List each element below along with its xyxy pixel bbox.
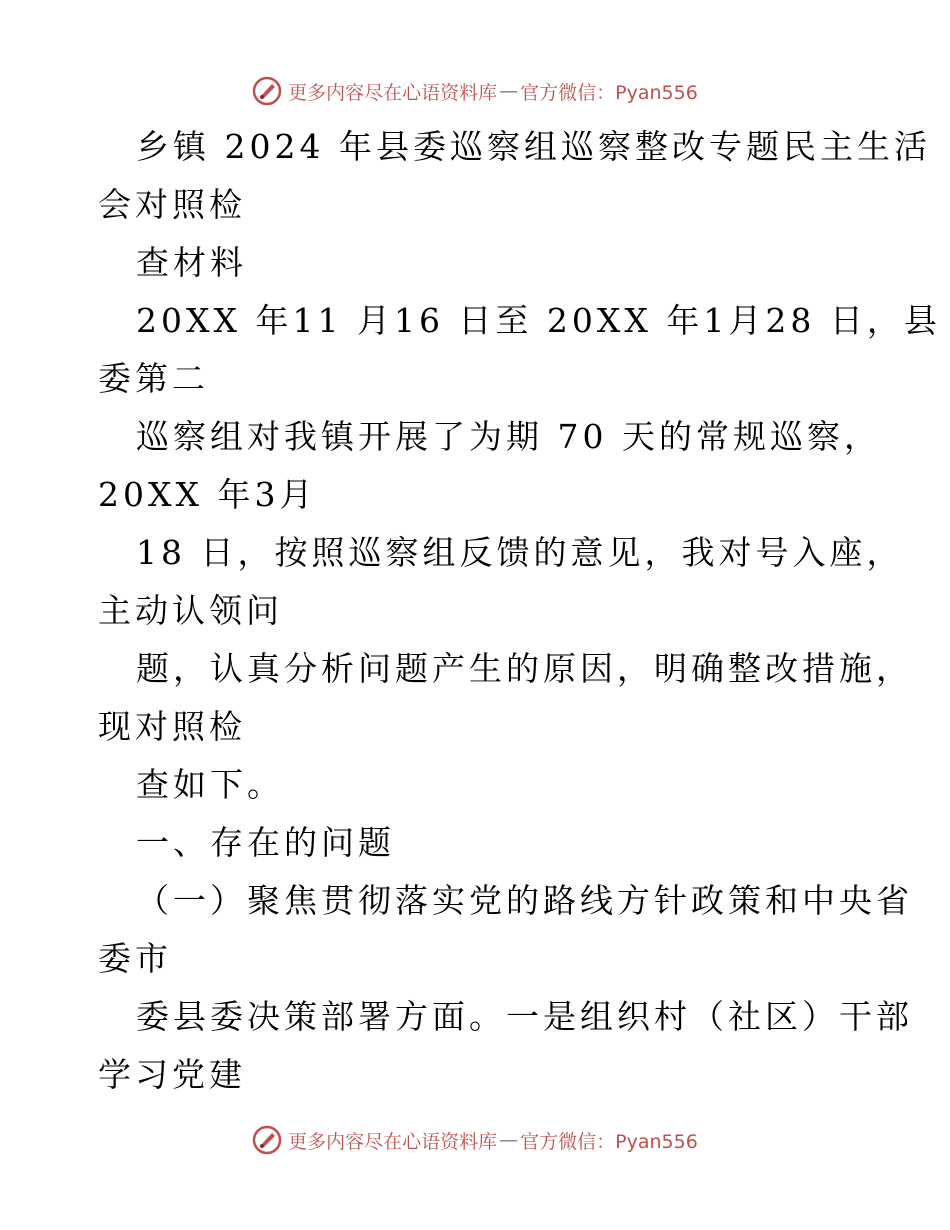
text-line: 一、存在的问题 bbox=[136, 823, 395, 862]
header-watermark bbox=[0, 71, 950, 111]
text-line: 查如下。 bbox=[136, 765, 284, 804]
text-line: 学习党建 bbox=[98, 1055, 246, 1094]
watermark-wechat-text: 官方微信：Pyan556 bbox=[520, 81, 698, 104]
text-line: 现对照检 bbox=[98, 707, 246, 746]
text-line: （一）聚焦贯彻落实党的路线方针政策和中央省 bbox=[136, 881, 913, 920]
text-line: 18 日，按照巡察组反馈的意见，我对号入座， bbox=[136, 533, 904, 572]
text-line: 乡镇 2024 年县委巡察组巡察整改专题民主生活 bbox=[136, 127, 931, 166]
text-line: 会对照检 bbox=[98, 185, 246, 224]
text-line: 委县委决策部署方面。一是组织村（社区）干部 bbox=[136, 997, 913, 1036]
text-line: 题，认真分析问题产生的原因，明确整改措施， bbox=[136, 649, 913, 688]
footer-watermark bbox=[0, 1120, 950, 1160]
logo-icon bbox=[252, 1125, 282, 1155]
logo-icon bbox=[252, 76, 282, 106]
watermark-separator: — bbox=[499, 1129, 519, 1151]
text-line: 委第二 bbox=[98, 359, 209, 398]
watermark-wechat-text: 官方微信：Pyan556 bbox=[520, 1130, 698, 1153]
watermark-separator: — bbox=[499, 80, 519, 102]
text-line: 查材料 bbox=[136, 243, 247, 282]
document-body bbox=[98, 118, 941, 1104]
text-line: 巡察组对我镇开展了为期 70 天的常规巡察， bbox=[136, 417, 881, 456]
text-line: 20XX 年11 月16 日至 20XX 年1月28 日，县 bbox=[136, 301, 941, 340]
text-line: 委市 bbox=[98, 939, 172, 978]
watermark-site-text: 更多内容尽在心语资料库 bbox=[288, 1130, 498, 1153]
text-line: 20XX 年3月 bbox=[98, 475, 317, 514]
text-line: 主动认领问 bbox=[98, 591, 283, 630]
watermark-site-text: 更多内容尽在心语资料库 bbox=[288, 81, 498, 104]
